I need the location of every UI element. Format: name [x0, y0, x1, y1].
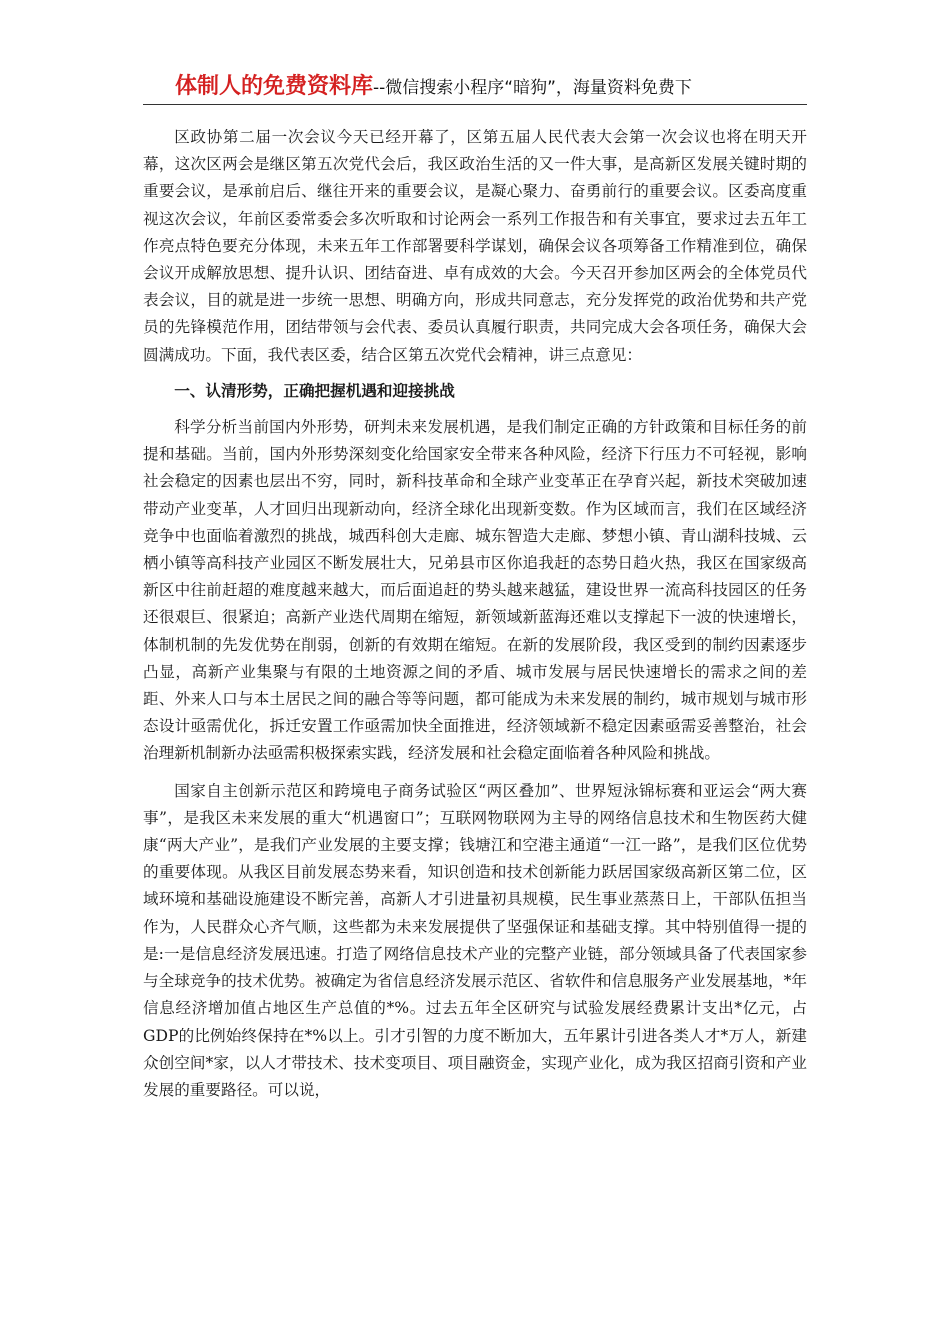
document-body [143, 124, 807, 1104]
intro-paragraph: 区政协第二届一次会议今天已经开幕了，区第五届人民代表大会第一次会议也将在明天开幕，这次区两会是继区第五次党代会后，我区政治生活的又一件大事，是高新区发展关键时期的重要会议，是承前启后、继往开来的重要会议，是凝心聚力、奋勇前行的重要会议。区委高度重视这次会议，年前区委常委会多次听取和讨论两会一系列工作报告和有关事宜，要求过去五年工作亮点特色要充分体现，未来五年工作部署要科学谋划，确保会议各项筹备工作精准到位，确保会议开成解放思想、提升认识、团结奋进、卓有成效的大会。今天召开参加区两会的全体党员代表会议，目的就是进一步统一思想、明确方向，形成共同意志，充分发挥党的政治优势和共产党员的先锋模范作用，团结带领与会代表、委员认真履行职责，共同完成大会各项任务，确保大会圆满成功。下面，我代表区委，结合区第五次党代会精神，讲三点意见： [143, 128, 807, 364]
page-header [143, 70, 807, 105]
header-brand: 体制人的免费资料库 [175, 74, 374, 99]
section-1-paragraph-2: 国家自主创新示范区和跨境电子商务试验区“两区叠加”、世界短泳锦标赛和亚运会“两大赛事”，是我区未来发展的重大“机遇窗口”；互联网物联网为主导的网络信息技术和生物医药大健康“两大产业”，是我们产业发展的主要支撑；钱塘江和空港主通道“一江一路”，是我们区位优势的重要体现。从我区目前发展态势来看，知识创造和技术创新能力跃居国家级高新区第二位，区域环境和基础设施建设不断完善，高新人才引进量初具规模，民生事业蒸蒸日上，干部队伍担当作为，人民群众心齐气顺，这些都为未来发展提供了坚强保证和基础支撑。其中特别值得一提的是:一是信息经济发展迅速。打造了网络信息技术产业的完整产业链，部分领域具备了代表国家参与全球竞争的技术优势。被确定为省信息经济发展示范区、省软件和信息服务产业发展基地，*年信息经济增加值占地区生产总值的*%。过去五年全区研究与试验发展经费累计支出*亿元，占GDP的比例始终保持在*%以上。引才引智的力度不断加大，五年累计引进各类人才*万人，新建众创空间*家，以人才带技术、技术变项目、项目融资金，实现产业化，成为我区招商引资和产业发展的重要路径。可以说， [143, 781, 807, 1099]
section-heading-1: 一、认清形势，正确把握机遇和迎接挑战 [174, 381, 455, 400]
header-tagline: --微信搜索小程序“暗狗”，海量资料免费下 [373, 78, 692, 98]
section-1-paragraph-1: 科学分析当前国内外形势，研判未来发展机遇，是我们制定正确的方针政策和目标任务的前提和基础。当前，国内外形势深刻变化给国家安全带来各种风险，经济下行压力不可轻视，影响社会稳定的因素也层出不穷，同时，新科技革命和全球产业变革正在孕育兴起，新技术突破加速带动产业变革，人才回归出现新动向，经济全球化出现新变数。作为区域而言，我们在区域经济竞争中也面临着激烈的挑战，城西科创大走廊、城东智造大走廊、梦想小镇、青山湖科技城、云栖小镇等高科技产业园区不断发展壮大，兄弟县市区你追我赶的态势日趋火热，我区在国家级高新区中往前赶超的难度越来越大，而后面追赶的势头越来越猛，建设世界一流高科技园区的任务还很艰巨、很紧迫；高新产业迭代周期在缩短，新领域新蓝海还难以支撑起下一波的快速增长，体制机制的先发优势在削弱，创新的有效期在缩短。在新的发展阶段，我区受到的制约因素逐步凸显，高新产业集聚与有限的土地资源之间的矛盾、城市发展与居民快速增长的需求之间的差距、外来人口与本土居民之间的融合等等问题，都可能成为未来发展的制约，城市规划与城市形态设计亟需优化，拆迁安置工作亟需加快全面推进，经济领域新不稳定因素亟需妥善整治，社会治理新机制新办法亟需积极探索实践，经济发展和社会稳定面临着各种风险和挑战。 [143, 418, 807, 763]
